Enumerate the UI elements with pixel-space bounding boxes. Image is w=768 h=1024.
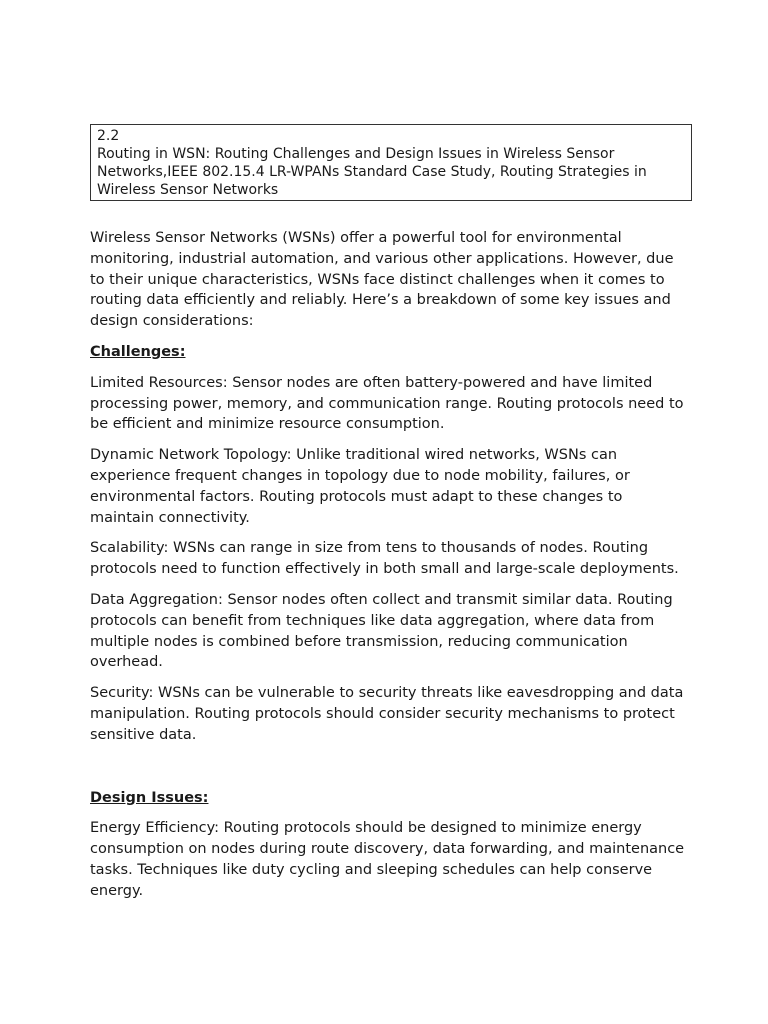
design-issue-paragraph: Energy Efficiency: Routing protocols should be designed to minimize energy consumption on nodes during route discovery, data forwarding, and maintenance tasks. Techniques like duty cycling and sleeping schedules can help conserve energy. [90, 820, 685, 899]
section-spacer [90, 756, 686, 788]
section-title-box [90, 124, 692, 201]
section-number: 2.2 [97, 128, 120, 144]
document-body [90, 228, 686, 912]
design-issues-heading: Design Issues: [90, 789, 209, 806]
challenge-paragraph: Scalability: WSNs can range in size from tens to thousands of nodes. Routing protocols need to function effectively in both small and large-scale deployments. [90, 540, 679, 578]
challenge-paragraph: Security: WSNs can be vulnerable to security threats like eavesdropping and data manipulation. Routing protocols should consider security mechanisms to protect sensitive data. [90, 685, 684, 743]
challenge-paragraph: Dynamic Network Topology: Unlike traditional wired networks, WSNs can experience frequent changes in topology due to node mobility, failures, or environmental factors. Routing protocols must adapt to these changes to maintain connectivity. [90, 447, 630, 526]
intro-paragraph: Wireless Sensor Networks (WSNs) offer a powerful tool for environmental monitoring, industrial automation, and various other applications. However, due to their unique characteristics, WSNs face distinct challenges when it comes to routing data efficiently and reliably. Here’s a breakdown of some key issues and design considerations: [90, 230, 674, 330]
challenges-heading: Challenges: [90, 343, 186, 360]
challenge-paragraph: Limited Resources: Sensor nodes are often battery-powered and have limited processing power, memory, and communication range. Routing protocols need to be efficient and minimize resource consumption. [90, 374, 684, 433]
challenge-paragraph: Data Aggregation: Sensor nodes often collect and transmit similar data. Routing protocols can benefit from techniques like data aggregation, where data from multiple nodes is combined before transmission, reducing communication overhead. [90, 591, 673, 671]
section-title: Routing in WSN: Routing Challenges and Design Issues in Wireless Sensor Networks,IEEE 802.15.4 LR-WPANs Standard Case Study, Routing Strategies in Wireless Sensor Networks [97, 146, 647, 198]
